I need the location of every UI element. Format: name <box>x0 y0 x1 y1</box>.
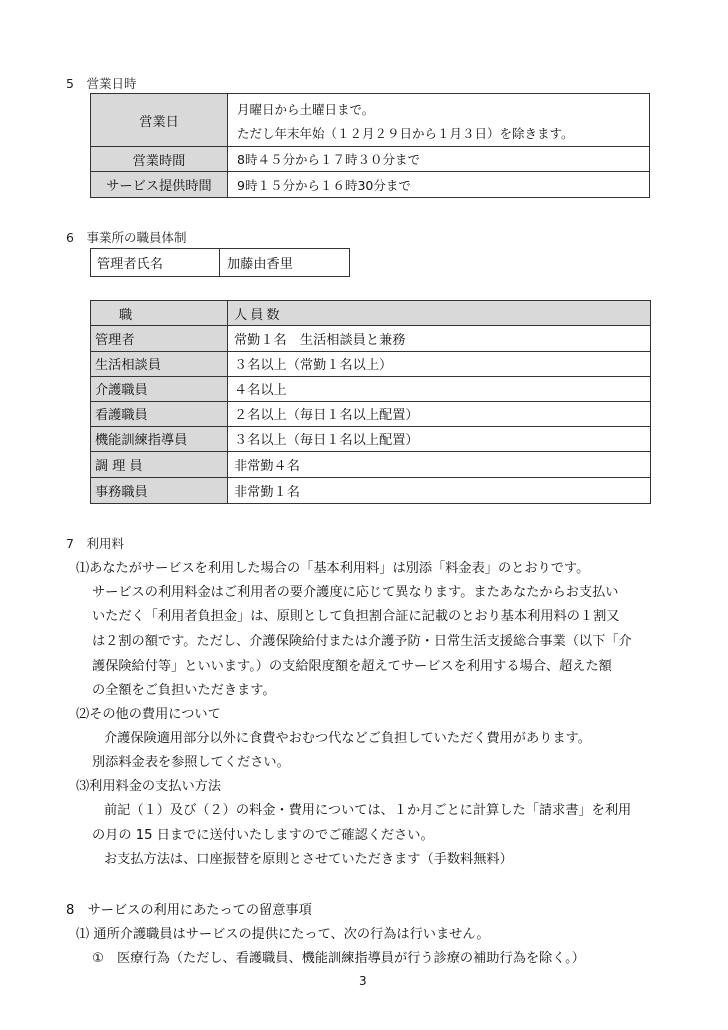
business-hours-label-cell <box>91 147 227 171</box>
paragraph-line: は２割の額です。ただし、介護保険給付または介護予防・日常生活支援総合事業（以下「介 <box>92 634 632 649</box>
paragraph-line: サービスの利用料金はご利用者の要介護度に応じて異なります。またあなたからお支払い <box>92 585 619 600</box>
paragraph-line: お支払方法は、口座振替を原則とさせていただきます（手数料無料） <box>104 852 513 867</box>
table-divider <box>91 401 650 402</box>
paragraph-line: いただく「利用者負担金」は、原則として負担割合証に記載のとおり基本利用料の１割又 <box>92 609 620 624</box>
paragraph-line: ⑴ 通所介護職員はサービスの提供にたって、次の行為は行いません。 <box>76 927 490 942</box>
staff-role: 生活相談員 <box>95 358 161 373</box>
table-divider <box>227 301 228 503</box>
staff-count: 常勤１名 生活相談員と兼務 <box>234 333 406 348</box>
staff-table <box>90 300 651 504</box>
table-divider <box>91 325 650 326</box>
staff-role: 介護職員 <box>95 383 148 398</box>
staff-header-role: 職 <box>119 307 133 323</box>
staff-role: 看護職員 <box>95 408 148 423</box>
section-5-title: 5 営業日時 <box>66 76 137 91</box>
service-hours-label: サービス提供時間 <box>106 179 212 194</box>
paragraph-line: 別添料金表を参照してください。 <box>92 755 290 770</box>
subsection-heading: ⑶利用料金の支払い方法 <box>76 779 222 794</box>
business-days-label-cell <box>91 94 227 146</box>
table-divider <box>91 146 649 147</box>
paragraph-line: の全額をご負担いただきます。 <box>92 683 276 698</box>
staff-count: ４名以上 <box>234 383 287 398</box>
table-divider <box>219 249 220 276</box>
section-6-title: 6 事業所の職員体制 <box>66 230 187 245</box>
staff-header-count: 人員数 <box>234 307 283 323</box>
business-hours-value: 8時４５分から１７時３０分まで <box>237 152 420 167</box>
business-hours-table <box>90 93 650 198</box>
section-8-title: 8 サービスの利用にあたっての留意事項 <box>66 903 312 918</box>
paragraph-line: ① 医療行為（ただし、看護職員、機能訓練指導員が行う診療の補助行為を除く。） <box>92 951 585 966</box>
staff-count: 非常勤４名 <box>234 458 300 474</box>
paragraph-line: ⑴あなたがサービスを利用した場合の「基本利用料」は別添「料金表」のとおりです。 <box>76 561 590 576</box>
paragraph-line: 前記（１）及び（２）の料金・費用については、１か月ごとに計算した「請求書」を利用 <box>104 803 632 818</box>
table-divider <box>91 376 650 377</box>
staff-count: ３名以上（常勤１名以上） <box>234 358 393 373</box>
page-number: 3 <box>359 974 367 988</box>
subsection-heading: ⑵その他の費用について <box>76 707 221 722</box>
staff-role: 調理員 <box>95 458 147 474</box>
paragraph-line: 護保険給付等」といいます。）の支給限度額を超えてサービスを利用する場合、超えた額 <box>92 659 612 674</box>
staff-count: ３名以上（毎日１名以上配置） <box>234 433 419 448</box>
table-divider <box>91 171 649 172</box>
staff-role: 管理者 <box>95 333 135 348</box>
staff-count: ２名以上（毎日１名以上配置） <box>234 408 419 423</box>
manager-name: 加藤由香里 <box>227 257 293 272</box>
service-hours-label-cell <box>91 172 227 197</box>
manager-table <box>90 248 350 277</box>
business-hours-label: 営業時間 <box>132 153 186 169</box>
staff-count: 非常勤１名 <box>234 484 300 500</box>
service-hours-value: 9時１５分から１６時30分まで <box>237 177 411 193</box>
table-divider <box>91 451 650 452</box>
staff-role: 機能訓練指導員 <box>95 433 188 448</box>
paragraph-line: 介護保険適用部分以外に食費やおむつ代などご負担していただく費用があります。 <box>104 731 591 746</box>
staff-role: 事務職員 <box>95 484 148 500</box>
table-divider <box>91 351 650 352</box>
staff-header-row <box>91 301 650 325</box>
manager-label: 管理者氏名 <box>97 257 163 272</box>
business-days-line-2: ただし年末年始（１２月２９日から１月３日）を除きます。 <box>237 126 574 141</box>
business-days-line-1: 月曜日から土曜日まで。 <box>237 102 375 117</box>
paragraph-line: の月の 15 日までに送付いたしますのでご確認ください。 <box>92 828 434 843</box>
table-divider <box>91 426 650 427</box>
table-divider <box>91 477 650 478</box>
section-7-title: 7 利用料 <box>66 536 124 551</box>
business-days-label: 営業日 <box>139 114 179 130</box>
